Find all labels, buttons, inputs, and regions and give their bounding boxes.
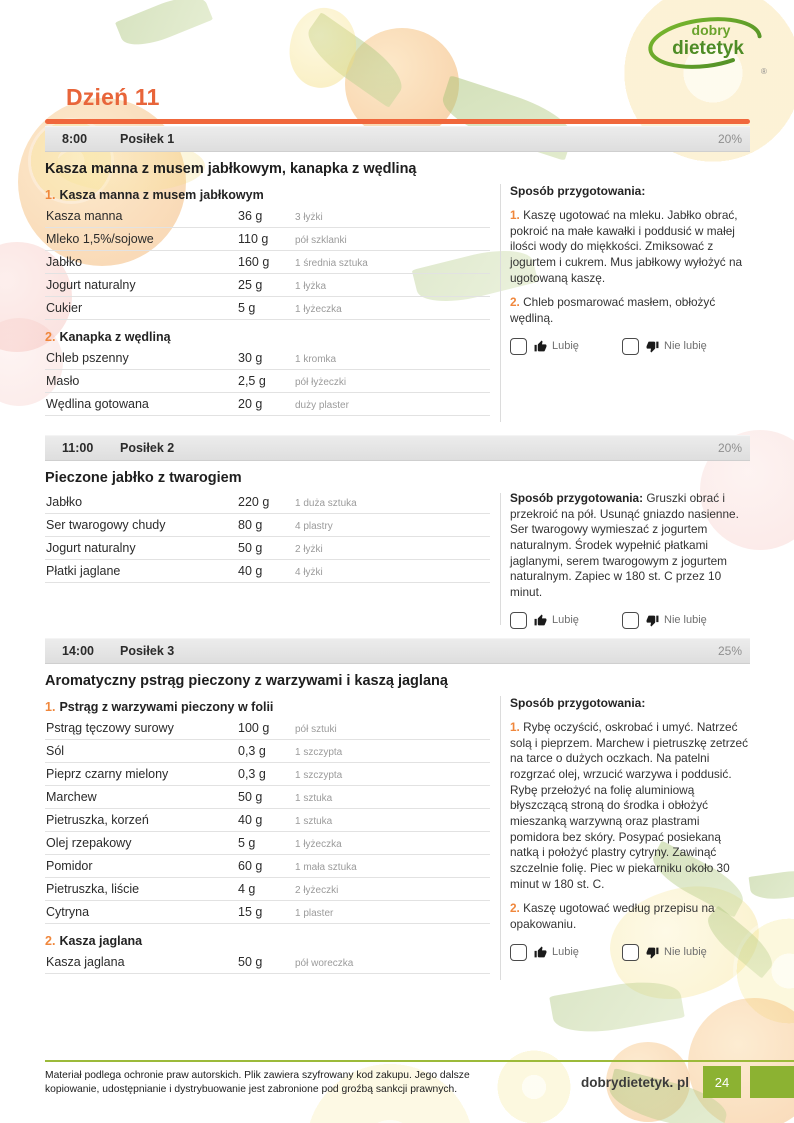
ingredient-row [45, 537, 490, 560]
ingredient-measure: pół szklanki [295, 235, 347, 246]
meal-name: Posiłek 2 [120, 441, 175, 455]
ingredient-row [45, 205, 490, 228]
ingredient-measure: pół łyżeczki [295, 377, 347, 388]
ingredient-measure: 2 łyżki [295, 544, 323, 555]
ingredient-amount: 2,5 g [238, 374, 266, 388]
ingredient-measure: 2 łyżeczki [295, 884, 339, 896]
ingredient-row [45, 717, 490, 740]
preparation-step: 1. Rybę oczyścić, oskrobać i umyć. Natrzeć solą i pieprzem. Marchew i pietruszkę zetrzeć na tarce o dużych oczkach. Na patelni rozgrzać olej, wrzucić warzywa i poddusić. Rybę przełożyć na folię aluminiową błyszczącą stroną do środka i obłożyć mieszanką warzywną oraz plastrami pomidora bez skóry. Posypać posiekaną natką i położyć plastry cytryny. Zawinąć szczelnie folię. Piec w piekarniku około 30 minut w 180 st. C. [510, 719, 748, 891]
ingredient-amount: 220 g [238, 495, 270, 509]
column-divider [500, 493, 501, 625]
preparation-step: 2. Kaszę ugotować według przepisu na opakowaniu. [510, 901, 715, 932]
preparation-title: Sposób przygotowania: [510, 695, 646, 710]
ingredient-amount: 5 g [238, 835, 256, 850]
ingredients-column [45, 694, 490, 984]
ingredient-amount: 20 g [238, 397, 263, 411]
ingredient-amount: 110 g [238, 232, 269, 246]
website-link[interactable]: dobrydietetyk. pl [580, 1075, 689, 1090]
preparation-title: Sposób przygotowania: [510, 184, 646, 198]
ingredient-amount: 160 g [238, 255, 270, 269]
ingredient-row [45, 740, 490, 763]
preparation-column [510, 182, 750, 426]
ingredient-amount: 40 g [238, 812, 263, 827]
like-checkbox[interactable] [510, 338, 527, 355]
ingredient-measure: 1 plaster [295, 907, 334, 919]
recipe-header [45, 188, 490, 202]
dislike-label: Nie lubię [664, 614, 707, 627]
ingredient-amount: 5 g [238, 301, 256, 315]
ingredient-amount: 50 g [238, 541, 263, 555]
meal-body [45, 491, 750, 629]
thumb-down-icon [646, 340, 659, 353]
ingredient-amount: 100 g [238, 720, 270, 735]
ingredient-row [45, 274, 490, 297]
ingredient-measure: 1 szczypta [295, 769, 343, 781]
ingredient-measure: 1 szczypta [295, 746, 343, 758]
footer-green-block [750, 1066, 794, 1098]
ingredient-name: Jogurt naturalny [46, 278, 136, 292]
ingredient-name: Cytryna [46, 904, 90, 919]
ingredient-measure: 4 łyżki [295, 567, 323, 578]
brand-word-bottom: dietetyk [672, 38, 744, 59]
ingredient-measure: 1 sztuka [295, 792, 333, 804]
recipe-name: Kasza manna z musem jabłkowym [59, 188, 264, 202]
like-label: Lubię [552, 340, 579, 353]
thumb-up-icon [534, 946, 547, 959]
ingredient-amount: 0,3 g [238, 743, 266, 758]
meals-container [45, 126, 750, 984]
thumb-up-icon [534, 614, 547, 627]
thumb-down-icon [646, 614, 659, 627]
ingredient-row [45, 878, 490, 901]
ingredients-table [45, 491, 490, 583]
ingredient-measure: 1 duża sztuka [295, 498, 357, 509]
ingredient-amount: 80 g [238, 518, 263, 532]
ingredient-row [45, 763, 490, 786]
ingredient-amount: 60 g [238, 858, 263, 873]
page-number-badge: 24 [703, 1066, 741, 1098]
meal-section [45, 126, 750, 426]
step-number: 1. [510, 208, 524, 222]
recipe-name: Kanapka z wędliną [59, 330, 171, 344]
ingredient-row [45, 786, 490, 809]
ingredient-amount: 4 g [238, 881, 256, 896]
meal-percent: 25% [717, 643, 742, 658]
dislike-label: Nie lubię [664, 340, 707, 353]
ingredients-table [45, 205, 490, 320]
like-option [510, 338, 622, 355]
lemon-photo [282, 2, 363, 94]
copyright-notice: Materiał podlega ochronie praw autorskich. Plik zawiera szyfrowany kod zakupu. Jego dalsze kopiowanie, udostępnianie i dystrybuowanie jest zabronione pod groźbą sankcji prawnych. [45, 1070, 470, 1096]
ingredient-name: Cukier [46, 301, 83, 315]
thumb-up-icon [534, 340, 547, 353]
like-label: Lubię [552, 614, 579, 627]
ingredient-name: Pomidor [46, 858, 93, 873]
ingredients-table [45, 347, 490, 416]
ingredient-amount: 25 g [238, 278, 263, 292]
ingredient-name: Jabłko [46, 255, 83, 269]
meal-title: Pieczone jabłko z twarogiem [45, 470, 242, 486]
preparation-column [510, 491, 750, 629]
ingredient-row [45, 251, 490, 274]
ingredient-name: Mleko 1,5%/sojowe [46, 232, 154, 246]
like-option [510, 944, 622, 961]
column-divider [500, 184, 501, 422]
main-content [45, 84, 750, 993]
recipe-number: 2. [45, 330, 56, 344]
ingredient-amount: 15 g [238, 904, 263, 919]
ingredient-row [45, 560, 490, 583]
ingredient-name: Kasza manna [46, 209, 123, 223]
preparation-column [510, 694, 750, 984]
ingredient-name: Pietruszka, liście [46, 881, 140, 896]
ingredient-name: Kasza jaglana [46, 954, 125, 969]
dislike-option [622, 338, 707, 355]
meal-time: 14:00 [62, 643, 94, 658]
meal-section [45, 435, 750, 629]
ingredient-amount: 50 g [238, 954, 263, 969]
ingredient-name: Wędlina gotowana [46, 397, 149, 411]
column-divider [500, 696, 501, 980]
preparation-step: 1. Kaszę ugotować na mleku. Jabłko obrać, pokroić na małe kawałki i poddusić w małej ilości wody do miękkości. Zmiksować z jogurtem i cukrem. Mus jabłkowy wyłożyć na ugotowaną kaszę. [510, 208, 743, 285]
ingredient-amount: 30 g [238, 351, 263, 365]
ingredient-name: Sól [46, 743, 65, 758]
ingredient-row [45, 951, 490, 974]
recipe-number: 2. [45, 933, 56, 948]
brand-word-top: dobry [691, 22, 731, 38]
meal-time: 8:00 [62, 132, 88, 146]
ingredient-row [45, 347, 490, 370]
ingredient-name: Marchew [46, 789, 97, 804]
preparation-text: Sposób przygotowania: Gruszki obrać i przekroić na pół. Usunąć gniazdo nasienne. Ser twarogowy wymieszać z jogurtem naturalnym. Środek wypełnić płatkami jaglanymi, serem twarogowym z jogurtem naturalnym. Zapiec w 180 st. C przez 10 minut. [510, 491, 739, 600]
ingredient-name: Masło [46, 374, 80, 388]
step-number: 2. [510, 295, 524, 310]
dislike-checkbox[interactable] [622, 338, 639, 355]
brand-logo [645, 10, 773, 80]
meal-header [45, 435, 750, 461]
ingredients-column [45, 491, 490, 629]
meal-section [45, 638, 750, 984]
vote-row [510, 338, 750, 355]
ingredient-name: Jabłko [46, 495, 83, 509]
recipe-number: 1. [45, 699, 56, 714]
meal-header [45, 638, 750, 664]
recipe-header [45, 330, 490, 344]
step-number: 2. [510, 901, 524, 916]
ingredient-measure: 1 łyżeczka [295, 304, 342, 315]
ingredient-name: Płatki jaglane [46, 564, 121, 578]
ingredient-name: Chleb pszenny [46, 351, 129, 365]
ingredient-row [45, 393, 490, 416]
ingredient-row [45, 370, 490, 393]
ingredients-table [45, 951, 490, 974]
recipe-number: 1. [45, 188, 56, 202]
meal-time: 11:00 [62, 441, 94, 455]
ingredient-row [45, 832, 490, 855]
ingredient-measure: pół sztuki [295, 723, 337, 735]
ingredients-table [45, 717, 490, 924]
ingredient-measure: 3 łyżki [295, 212, 323, 223]
recipe-name: Kasza jaglana [59, 933, 143, 948]
ingredient-row [45, 491, 490, 514]
ingredient-row [45, 901, 490, 924]
meal-body [45, 694, 750, 984]
ingredient-measure: 4 plastry [295, 521, 333, 532]
like-checkbox[interactable] [510, 612, 527, 629]
ingredient-name: Pstrąg tęczowy surowy [46, 720, 174, 735]
ingredient-amount: 40 g [238, 564, 263, 578]
ingredient-measure: duży plaster [295, 400, 349, 411]
dislike-label: Nie lubię [664, 946, 707, 959]
preparation-step: 2. Chleb posmarować masłem, obłożyć wędliną. [510, 295, 716, 326]
meal-name: Posiłek 3 [120, 643, 175, 658]
ingredient-name: Olej rzepakowy [46, 835, 132, 850]
ingredient-measure: 1 mała sztuka [295, 861, 357, 873]
thumb-down-icon [646, 946, 659, 959]
like-label: Lubię [552, 946, 579, 959]
leaf-icon [115, 0, 213, 54]
dislike-option [622, 612, 707, 629]
ingredient-row [45, 297, 490, 320]
vote-row [510, 612, 750, 629]
ingredient-row [45, 855, 490, 878]
dislike-checkbox[interactable] [622, 944, 639, 961]
meal-title: Aromatyczny pstrąg pieczony z warzywami i kaszą jaglaną [45, 672, 448, 689]
meal-header [45, 126, 750, 152]
step-number: 1. [510, 719, 524, 734]
ingredient-measure: pół woreczka [295, 957, 354, 969]
ingredient-amount: 0,3 g [238, 766, 266, 781]
ingredients-column [45, 182, 490, 426]
ingredient-name: Jogurt naturalny [46, 541, 136, 555]
dislike-option [622, 944, 707, 961]
recipe-header [45, 934, 490, 948]
ingredient-measure: 1 kromka [295, 354, 337, 365]
meal-name: Posiłek 1 [120, 132, 175, 146]
footer-divider [45, 1060, 794, 1062]
ingredient-name: Pietruszka, korzeń [46, 812, 149, 827]
ingredient-name: Pieprz czarny mielony [46, 766, 169, 781]
vote-row [510, 944, 750, 961]
preparation-title: Sposób przygotowania: [510, 491, 647, 505]
ingredient-amount: 36 g [238, 209, 263, 223]
ingredient-amount: 50 g [238, 789, 263, 804]
registered-mark: ® [761, 67, 767, 76]
ingredient-row [45, 228, 490, 251]
page-footer [45, 1060, 794, 1098]
leaf-icon [749, 867, 794, 902]
ingredient-name: Ser twarogowy chudy [46, 518, 166, 532]
ingredient-measure: 1 łyżka [295, 281, 327, 292]
like-option [510, 612, 622, 629]
dislike-checkbox[interactable] [622, 612, 639, 629]
day-accent-bar [45, 119, 750, 124]
like-checkbox[interactable] [510, 944, 527, 961]
ingredient-row [45, 514, 490, 537]
ingredient-measure: 1 sztuka [295, 815, 333, 827]
meal-percent: 20% [717, 132, 742, 146]
day-title: Dzień 11 [66, 84, 160, 110]
recipe-header [45, 700, 490, 714]
ingredient-measure: 1 łyżeczka [295, 838, 342, 850]
meal-title: Kasza manna z musem jabłkowym, kanapka z wędliną [45, 161, 417, 177]
meal-body [45, 182, 750, 426]
recipe-name: Pstrąg z warzywami pieczony w folii [59, 699, 274, 714]
meal-percent: 20% [717, 441, 742, 455]
ingredient-row [45, 809, 490, 832]
ingredient-measure: 1 średnia sztuka [295, 258, 368, 269]
